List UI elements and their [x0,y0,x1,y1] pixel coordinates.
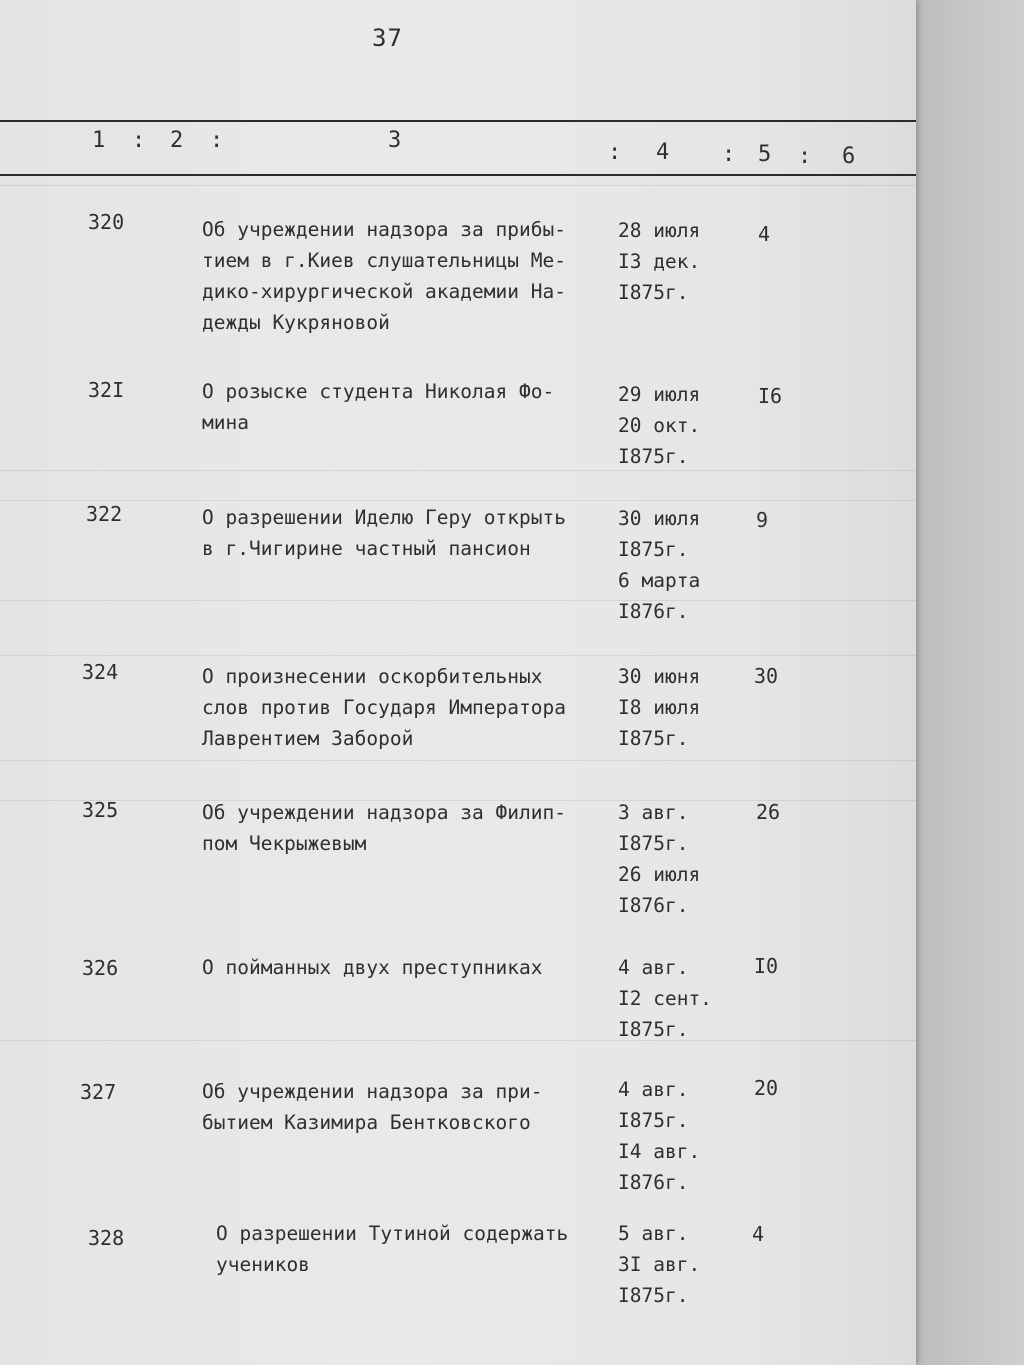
sheet-count: 4 [752,1222,765,1246]
case-date-line: I876г. [618,894,689,917]
case-title-line: Об учреждении надзора за прибы- [202,218,566,241]
case-title-line: бытием Казимира Бентковского [202,1111,531,1134]
case-title [202,661,622,754]
header-top-rule [0,120,916,122]
case-title [202,952,622,983]
sheet-count: I0 [754,954,779,978]
case-title-line: О произнесении оскорбительных [202,665,543,688]
case-dates [618,503,728,627]
case-dates [618,215,728,308]
case-number: 327 [80,1080,117,1104]
case-title [202,1076,622,1138]
case-title [202,376,622,438]
case-date-line: I875г. [618,1018,689,1041]
case-title-line: О пойманных двух преступниках [202,956,543,979]
case-dates [618,952,728,1045]
case-date-line: 26 июля [618,863,701,886]
sheet-count: 30 [754,664,779,688]
case-dates [618,1218,728,1311]
sheet-count: I6 [758,384,783,408]
bleed-through-line [0,185,916,186]
column-number-3: 3 [388,128,402,153]
sheet-count: 4 [758,222,771,246]
case-date-line: I876г. [618,600,689,623]
case-title-line: Об учреждении надзора за при- [202,1080,543,1103]
case-date-line: 4 авг. [618,956,689,979]
column-number-4: 4 [656,140,670,165]
case-date-line: I2 сент. [618,987,712,1010]
case-title-line: дежды Кукряновой [202,311,390,334]
case-number: 322 [86,502,123,526]
case-date-line: 3I авг. [618,1253,701,1276]
bleed-through-line [0,600,916,601]
case-number: 32I [88,378,125,402]
bleed-through-line [0,760,916,761]
bleed-through-line [0,470,916,471]
case-date-line: 30 июля [618,507,701,530]
case-dates [618,379,728,472]
case-title-line: Об учреждении надзора за Филип- [202,801,566,824]
bleed-through-line [0,500,916,501]
bleed-through-line [0,655,916,656]
case-title-line: тием в г.Киев слушательницы Ме- [202,249,566,272]
case-date-line: I875г. [618,1284,689,1307]
case-date-line: I875г. [618,281,689,304]
case-date-line: I875г. [618,445,689,468]
case-number: 325 [82,798,119,822]
column-separator: : [132,128,146,153]
case-title-line: О розыске студента Николая Фо- [202,380,555,403]
case-date-line: 28 июля [618,219,701,242]
bleed-through-line [0,1040,916,1041]
case-title-line: в г.Чигирине частный пансион [202,537,531,560]
column-number-6: 6 [842,144,856,169]
case-title-line: дико-хирургической академии На- [202,280,566,303]
case-date-line: I875г. [618,1109,689,1132]
case-dates [618,661,728,754]
case-title [202,502,622,564]
case-date-line: 30 июня [618,665,701,688]
case-date-line: I875г. [618,538,689,561]
case-date-line: 5 авг. [618,1222,689,1245]
column-number-2: 2 [170,128,184,153]
case-date-line: 20 окт. [618,414,701,437]
page-number: 37 [372,24,403,52]
case-title-line: О разрешении Тутиной содержать [216,1222,569,1245]
column-number-1: 1 [92,128,106,153]
sheet-count: 20 [754,1076,779,1100]
case-date-line: 29 июля [618,383,701,406]
column-separator: : [210,128,224,153]
column-separator: : [608,140,622,165]
case-date-line: I3 дек. [618,250,701,273]
case-date-line: I875г. [618,832,689,855]
column-separator: : [722,142,736,167]
case-date-line: 3 авг. [618,801,689,824]
case-title [202,214,622,338]
case-number: 324 [82,660,119,684]
case-date-line: I875г. [618,727,689,750]
header-bottom-rule [0,174,916,176]
case-number: 328 [88,1226,125,1250]
case-number: 326 [82,956,119,980]
case-date-line: I4 авг. [618,1140,701,1163]
case-title-line: пом Чекрыжевым [202,832,367,855]
case-dates [618,1074,728,1198]
column-separator: : [798,144,812,169]
case-title-line: Лаврентием Заборой [202,727,414,750]
case-title [202,797,622,859]
case-title-line: О разрешении Иделю Геру открыть [202,506,566,529]
case-title-line: учеников [216,1253,310,1276]
sheet-count: 9 [756,508,769,532]
case-date-line: I876г. [618,1171,689,1194]
case-title-line: слов против Государя Императора [202,696,566,719]
case-date-line: I8 июля [618,696,701,719]
case-dates [618,797,728,921]
case-title [216,1218,636,1280]
case-date-line: 4 авг. [618,1078,689,1101]
sheet-count: 26 [756,800,781,824]
column-number-5: 5 [758,142,772,167]
case-date-line: 6 марта [618,569,701,592]
desk-background [916,0,1024,1365]
case-number: 320 [88,210,125,234]
case-title-line: мина [202,411,249,434]
